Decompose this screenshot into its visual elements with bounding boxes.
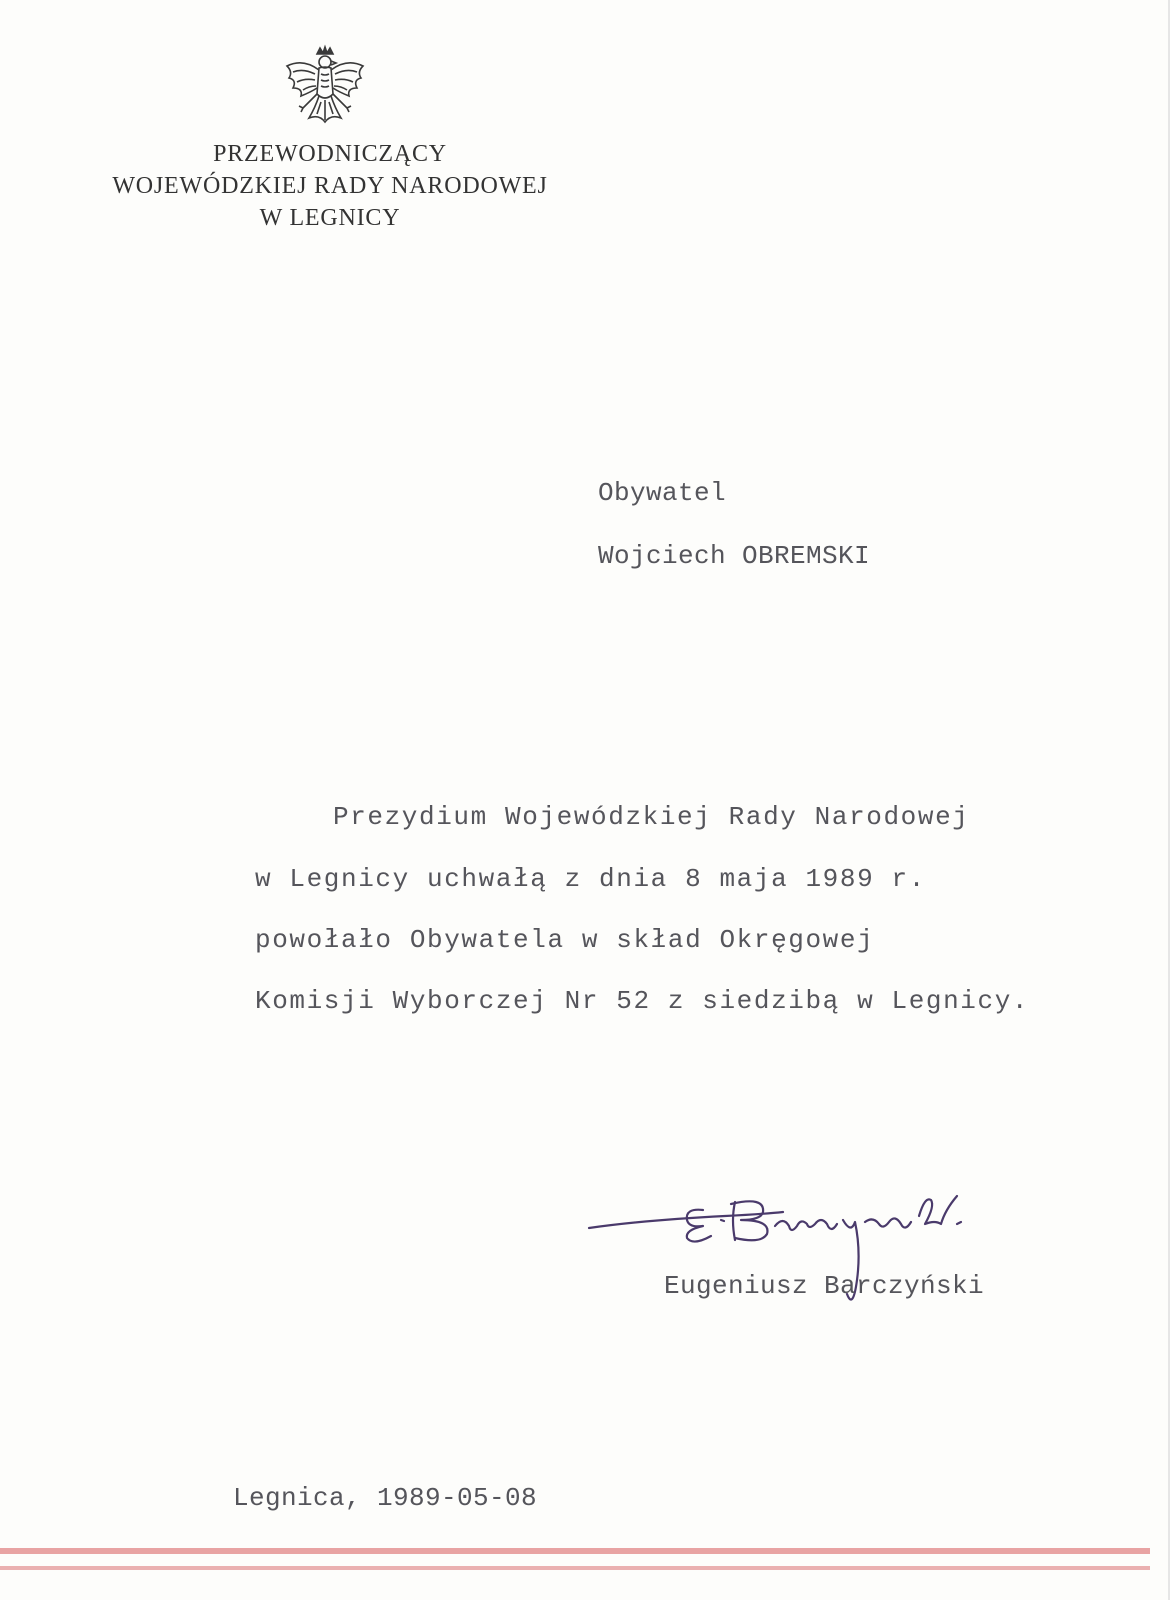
handwritten-signature (585, 1190, 1045, 1330)
flag-stripe-bottom (0, 1566, 1150, 1570)
signatory-name: Eugeniusz Barczyński (664, 1271, 985, 1301)
body-line: Prezydium Wojewódzkiej Rady Narodowej (333, 802, 970, 832)
recipient-salutation: Obywatel (598, 478, 727, 508)
eagle-emblem-icon (279, 44, 371, 136)
flag-stripe-top (0, 1548, 1150, 1554)
place-date: Legnica, 1989-05-08 (233, 1483, 538, 1513)
letterhead-title: PRZEWODNICZĄCY (213, 141, 447, 167)
letterhead-council: WOJEWÓDZKIEJ RADY NARODOWEJ (112, 173, 548, 199)
recipient-name: Wojciech OBREMSKI (598, 541, 871, 571)
body-line: powołało Obywatela w skład Okręgowej (255, 925, 875, 955)
letterhead-city: W LEGNICY (259, 205, 401, 231)
body-line: w Legnicy uchwałą z dnia 8 maja 1989 r. (255, 864, 926, 894)
body-line: Komisji Wyborczej Nr 52 z siedzibą w Legnicy. (255, 986, 1030, 1016)
letterhead (40, 138, 620, 234)
